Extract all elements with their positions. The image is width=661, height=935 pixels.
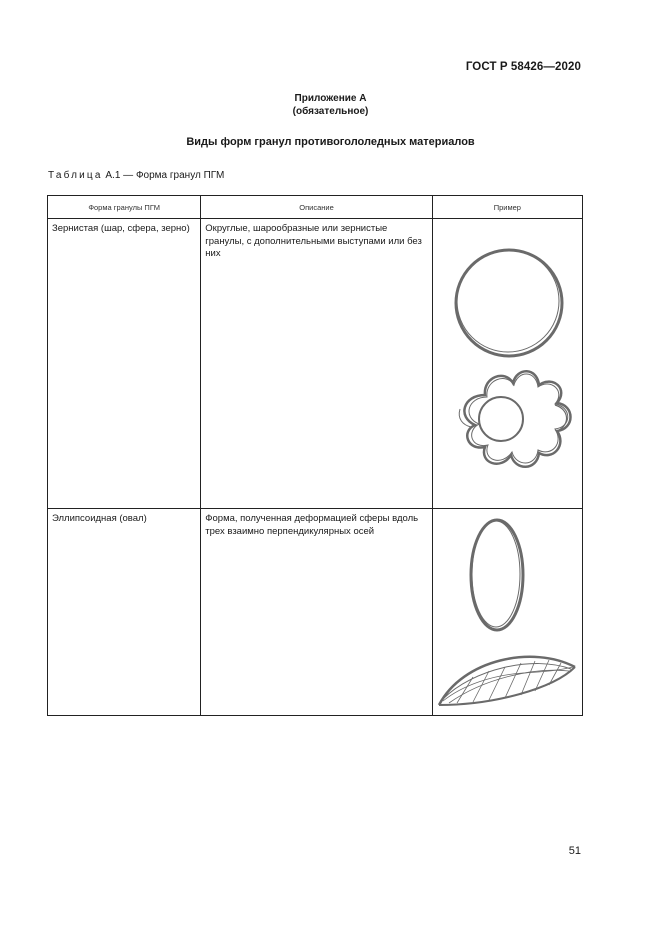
table-header-row: [48, 196, 583, 219]
table-caption-rest: А.1 — Форма гранул ПГМ: [102, 170, 225, 181]
page-number: 51: [568, 845, 581, 857]
description-cell: [201, 509, 432, 716]
shape-description: Округлые, шарообразные или зернистые гранулы, с дополнительными выступами или без них: [205, 223, 422, 259]
granule-shape-table: [47, 195, 583, 716]
standard-code: ГОСТ Р 58426—2020: [465, 61, 581, 73]
example-cell: [432, 219, 582, 509]
shape-cell: [48, 219, 201, 509]
granular-examples-svg: [433, 219, 583, 508]
annex-status: (обязательное): [292, 106, 369, 117]
header-shape: Форма гранулы ПГМ: [48, 196, 201, 219]
table-row: [48, 219, 583, 509]
shape-name: Эллипсоидная (овал): [52, 513, 147, 524]
table-caption: [48, 170, 224, 181]
header-description: Описание: [201, 196, 432, 219]
description-cell: [201, 219, 432, 509]
section-title: Виды форм гранул противогололедных материалов: [186, 136, 475, 148]
flower-granule-sketch: [459, 371, 570, 467]
example-images: [433, 509, 582, 715]
shape-cell: [48, 509, 201, 716]
annex-title: Приложение А: [294, 93, 367, 104]
sphere-sketch: [456, 250, 562, 356]
annex-heading: [0, 92, 661, 118]
ellipse-sketch: [471, 520, 523, 630]
shape-description: Форма, полученная деформацией сферы вдоль трех взаимно перпендикулярных осей: [205, 513, 419, 537]
shape-name: Зернистая (шар, сфера, зерно): [52, 223, 190, 234]
lens-granule-sketch: [439, 657, 575, 705]
ellipsoid-examples-svg: [433, 509, 583, 715]
example-cell: [432, 509, 582, 716]
table-caption-prefix: Таблица: [48, 170, 103, 181]
header-example: Пример: [432, 196, 582, 219]
example-images: [433, 219, 582, 508]
table-row: [48, 509, 583, 716]
